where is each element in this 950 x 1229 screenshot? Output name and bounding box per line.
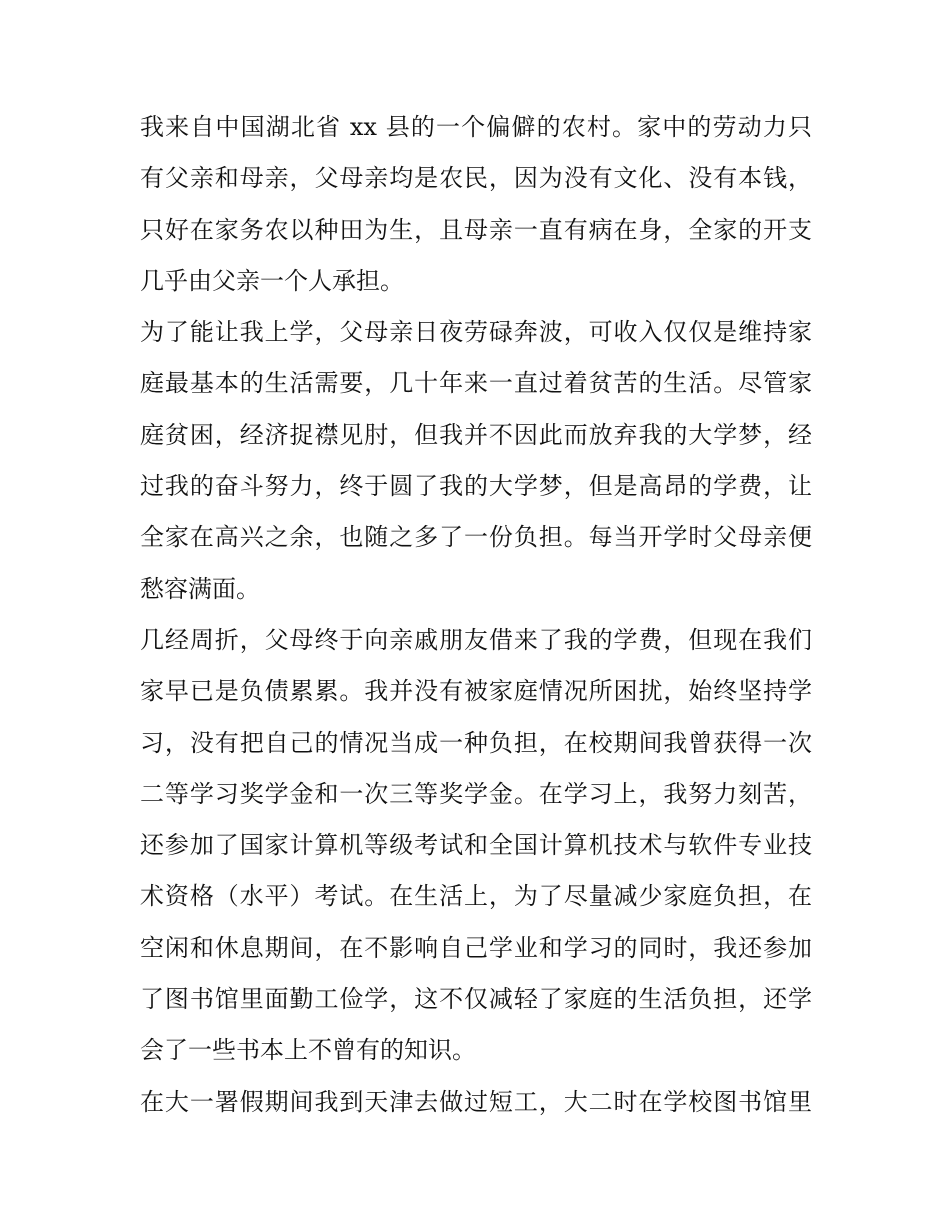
text-line: 愁容满面。 [140, 574, 260, 603]
text-line: 庭最基本的生活需要，几十年来一直过着贫苦的生活。尽管家 [140, 369, 812, 398]
text-line: 会了一些书本上不曾有的知识。 [140, 1036, 476, 1065]
text-line: 有父亲和母亲，父母亲均是农民，因为没有文化、没有本钱， [140, 164, 812, 193]
text-line: 习，没有把自己的情况当成一种负担，在校期间我曾获得一次 [140, 728, 812, 757]
paragraph-3 [140, 615, 812, 1077]
text-line: 术资格（水平）考试。在生活上，为了尽量减少家庭负担，在 [140, 882, 812, 911]
text-line: 全家在高兴之余，也随之多了一份负担。每当开学时父母亲便 [140, 523, 812, 552]
text-line: 还参加了国家计算机等级考试和全国计算机技术与软件专业技 [140, 831, 812, 860]
text-line: 我来自中国湖北省 xx 县的一个偏僻的农村。家中的劳动力只 [140, 113, 812, 141]
text-line: 几乎由父亲一个人承担。 [140, 266, 404, 295]
text-line: 了图书馆里面勤工俭学，这不仅减轻了家庭的生活负担，还学 [140, 985, 812, 1014]
text-line: 在大一署假期间我到天津去做过短工，大二时在学校图书馆里 [140, 1087, 812, 1116]
text-line: 为了能让我上学，父母亲日夜劳碌奔波，可收入仅仅是维持家 [140, 318, 812, 347]
text-line: 二等学习奖学金和一次三等奖学金。在学习上，我努力刻苦， [140, 779, 812, 808]
text-line: 庭贫困，经济捉襟见肘，但我并不因此而放弃我的大学梦，经 [140, 420, 812, 449]
paragraph-2 [140, 307, 812, 615]
paragraph-4 [140, 1077, 812, 1128]
text-line: 几经周折，父母终于向亲戚朋友借来了我的学费，但现在我们 [140, 625, 812, 654]
text-line: 只好在家务农以种田为生，且母亲一直有病在身，全家的开支 [140, 215, 812, 244]
text-line: 空闲和休息期间，在不影响自己学业和学习的同时，我还参加 [140, 933, 812, 962]
text-line: 过我的奋斗努力，终于圆了我的大学梦，但是高昂的学费，让 [140, 472, 812, 501]
document-body [140, 102, 812, 1128]
paragraph-1 [140, 102, 812, 307]
text-line: 家早已是负债累累。我并没有被家庭情况所困扰，始终坚持学 [140, 677, 812, 706]
